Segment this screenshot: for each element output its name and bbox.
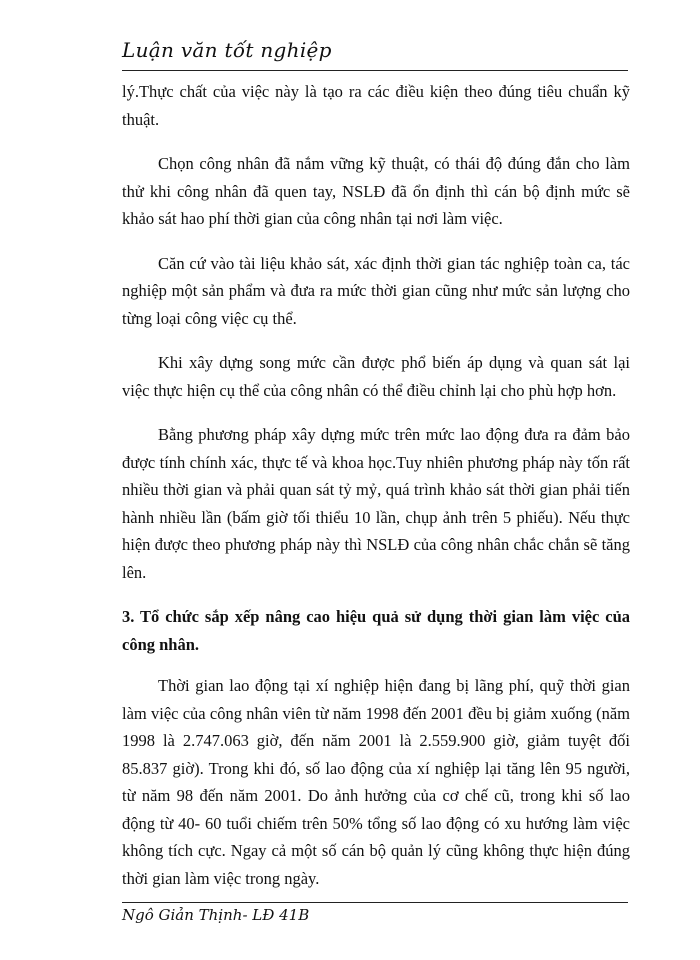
paragraph: Thời gian lao động tại xí nghiệp hiện đang bị lãng phí, quỹ thời gian làm việc của công nhân viên từ năm 1998 đến 2001 đều bị giảm xuống (năm 1998 là 2.747.063 giờ, đến năm 2001 là 2.559.900 giờ, giảm tuyệt đối 85.837 giờ). Trong khi đó, số lao động của xí nghiệp lại tăng lên 95 người, từ năm 98 đến năm 2001. Do ảnh hưởng của cơ chế cũ, trong khi số lao động từ 40- 60 tuổi chiếm trên 50% tổng số lao động có xu hướng làm việc không tích cực. Ngay cả một số cán bộ quản lý cũng không thực hiện đúng thời gian làm việc trong ngày. (122, 676, 630, 888)
header-divider (122, 70, 628, 71)
paragraph: Khi xây dựng song mức cần được phổ biến áp dụng và quan sát lại việc thực hiện cụ thể của công nhân có thể điều chỉnh lại cho phù hợp hơn. (122, 353, 630, 400)
paragraph: Căn cứ vào tài liệu khảo sát, xác định thời gian tác nghiệp toàn ca, tác nghiệp một sản phẩm và đưa ra mức thời gian cũng như mức sản lượng cho từng loại công việc cụ thể. (122, 253, 630, 328)
page-header-title: Luận văn tốt nghiệp (122, 38, 332, 62)
paragraph: Chọn công nhân đã nắm vững kỹ thuật, có thái độ đúng đắn cho làm thử khi công nhân đã quen tay, NSLĐ đã ổn định thì cán bộ định mức sẽ khảo sát hao phí thời gian của công nhân tại nơi làm việc. (122, 154, 630, 228)
page-footer-author: Ngô Giản Thịnh- LĐ 41B (122, 906, 310, 924)
body-content (122, 78, 630, 909)
footer-divider (122, 902, 628, 903)
paragraph: Bằng phương pháp xây dựng mức trên mức lao động đưa ra đảm bảo được tính chính xác, thực tế và khoa học.Tuy nhiên phương pháp này tốn rất nhiều thời gian và phải quan sát tỷ mỷ, quá trình khảo sát thời gian phải tiến hành nhiều lần (bấm giờ tối thiểu 10 lần, chụp ảnh trên 5 phiếu). Nếu thực hiện được theo phương pháp này thì NSLĐ của công nhân chắc chắn sẽ tăng lên. (122, 425, 630, 582)
section-heading: 3. Tổ chức sắp xếp nâng cao hiệu quả sử dụng thời gian làm việc của công nhân. (122, 607, 630, 654)
paragraph-continuation: lý.Thực chất của việc này là tạo ra các điều kiện theo đúng tiêu chuẩn kỹ thuật. (122, 82, 630, 129)
